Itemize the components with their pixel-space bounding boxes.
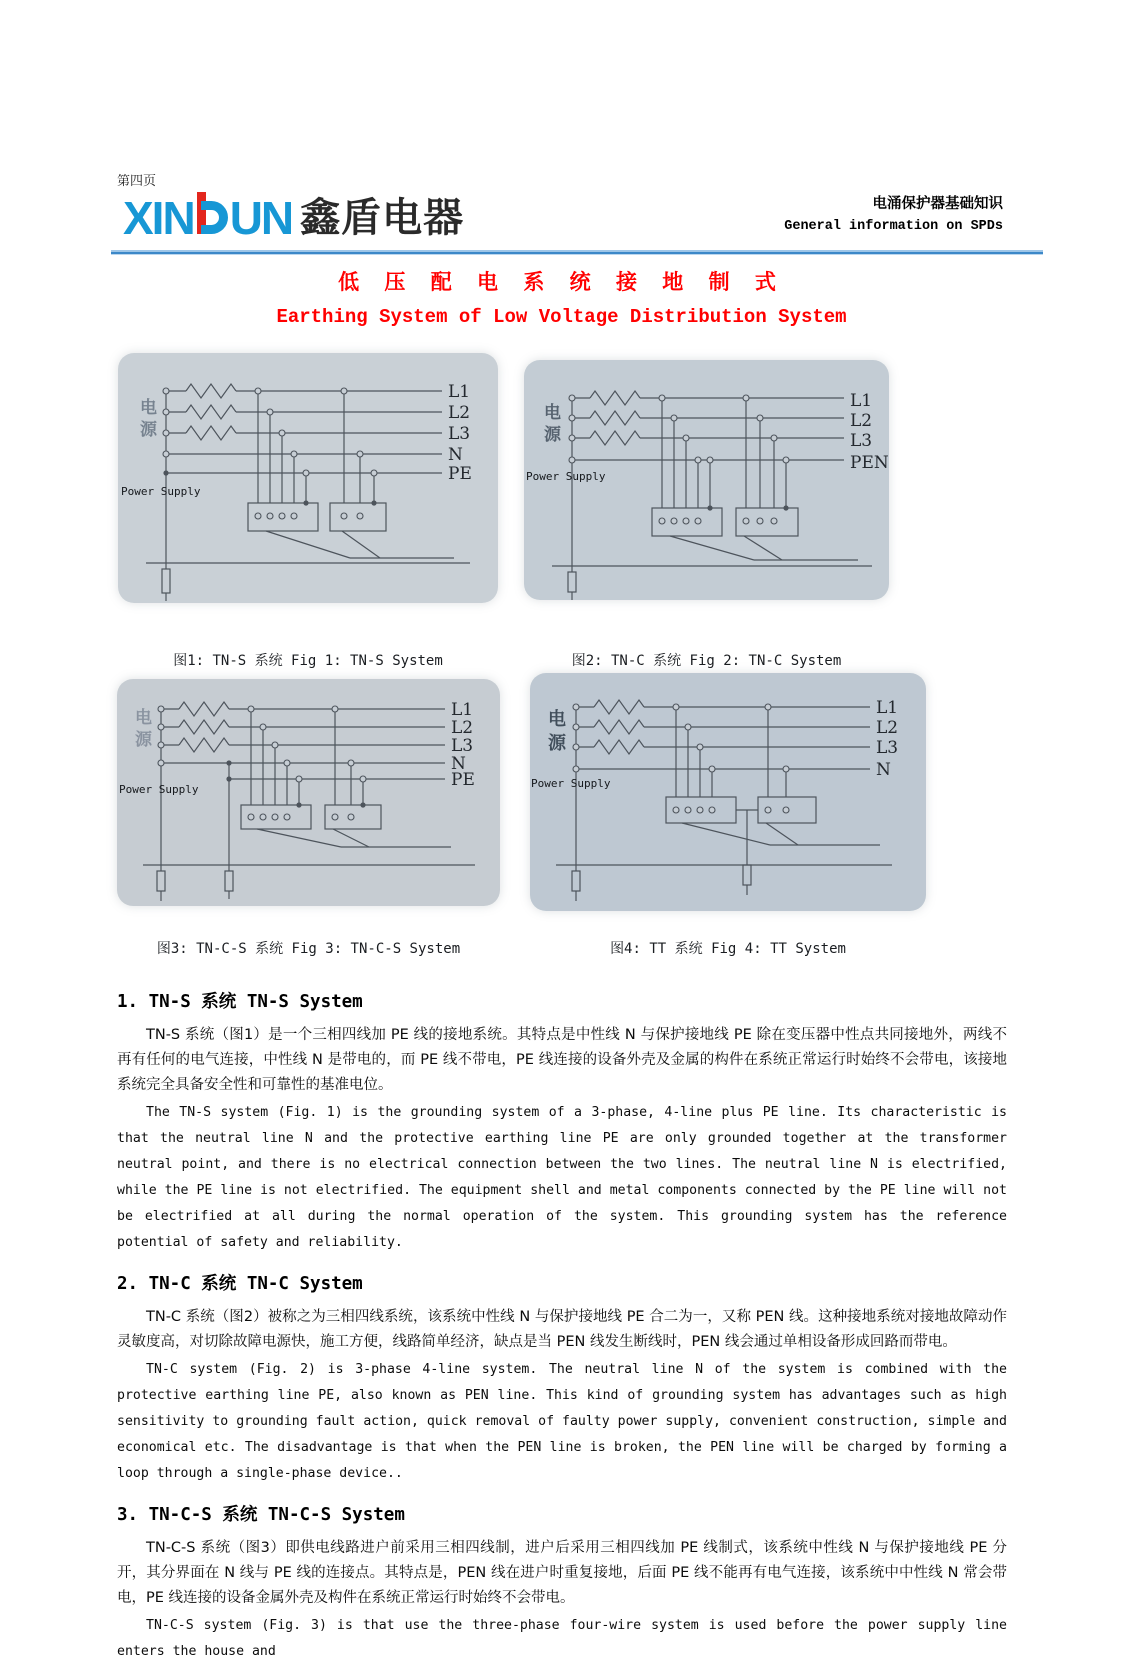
header-subject (784, 192, 1003, 234)
power-supply-label: Power Supply (526, 470, 606, 483)
wire-label: N (448, 445, 463, 465)
figure-caption-2: 图2: TN-C 系统 Fig 2: TN-C System (571, 653, 842, 669)
wire-label: L2 (451, 718, 474, 738)
company-logo (123, 186, 464, 245)
source-label-cn: 源 (135, 730, 152, 750)
wire-label: L2 (876, 718, 899, 738)
tnc-circuit-diagram (524, 360, 889, 600)
section-heading: 1. TN-S 系统 TN-S System (117, 992, 363, 1012)
source-label-cn: 电 (140, 398, 157, 418)
wire-label: L3 (451, 736, 474, 756)
source-label-cn: 电 (544, 403, 561, 423)
section-tnc (117, 1270, 1007, 1487)
section-heading: 2. TN-C 系统 TN-C System (117, 1274, 363, 1294)
logo-cjk-text: 鑫盾电器 (300, 195, 465, 241)
body-text (117, 974, 1007, 1667)
wire-label: L1 (876, 698, 899, 718)
source-label-cn: 源 (140, 420, 157, 440)
wire-label: PEN (850, 453, 889, 473)
page-title-en: Earthing System of Low Voltage Distribution System (276, 306, 847, 328)
wire-label: L3 (850, 431, 873, 451)
header-subject-cn: 电涌保护器基础知识 (872, 196, 1003, 212)
source-label-cn: 源 (544, 425, 561, 445)
section-tncs (117, 1501, 1007, 1665)
source-label-cn: 电 (548, 709, 566, 730)
logo-latin-post: UN (229, 192, 293, 244)
paragraph-en: The TN-S system (Fig. 1) is the grounding system of a 3-phase, 4-line plus PE line. Its characteristic is that the neutral line N and the protective earthing line PE are only grounded together at the transformer neutral point, and there is no electrical connection between the two lines. The neutral line N is electrified, while the PE line is not electrified. The equipment shell and metal components connected by the PE line will not be electrified at all during the normal operation of the system. This grounding system has the reference potential of safety and reliability. (117, 1105, 1007, 1250)
logo-d-glyph (197, 201, 228, 234)
figure-tncs-panel (117, 679, 500, 906)
paragraph-cn: TN-S 系统（图1）是一个三相四线加 PE 线的接地系统。其特点是中性线 N 与保护接地线 PE 除在变压器中性点共同接地外，两线不再有任何的电气连接，中性线 N 是带电的，而 PE 线不带电，PE 线连接的设备外壳及金属的构件在系统正常运行时始终不会带电，该接地系统完全具备安全性和可靠性的基准电位。 (117, 1027, 1007, 1093)
power-supply-label: Power Supply (531, 777, 611, 790)
paragraph-en: TN-C-S system (Fig. 3) is that use the three-phase four-wire system is used before the power supply line enters the house and (117, 1618, 1007, 1659)
wire-label: L2 (850, 411, 873, 431)
wire-label: L3 (448, 424, 471, 444)
wire-label: L3 (876, 738, 899, 758)
page-title-cn: 低 压 配 电 系 统 接 地 制 式 (338, 270, 785, 294)
wire-label: L1 (451, 700, 474, 720)
wire-label: L2 (448, 403, 471, 423)
power-supply-label: Power Supply (121, 485, 201, 498)
wire-label: PE (448, 464, 472, 484)
figure-caption-1: 图1: TN-S 系统 Fig 1: TN-S System (173, 653, 443, 669)
tns-circuit-diagram (118, 353, 498, 603)
page-number-label: 第四页 (117, 174, 157, 189)
paragraph-cn: TN-C-S 系统（图3）即供电线路进户前采用三相四线制，进户后采用三相四线加 PE 线制式，该系统中性线 N 与保护接地线 PE 分开，其分界面在 N 线与 PE 线的连接点。其特点是，PEN 线在进户时重复接地，后面 PE 线不能再有电气连接，该系统中中性线 N 常会带电，PE 线连接的设备金属外壳及构件在系统正常运行时始终不会带电。 (117, 1540, 1007, 1606)
wire-label: N (876, 760, 891, 780)
header-rule (111, 250, 1043, 255)
tt-circuit-diagram (530, 673, 926, 911)
figure-caption-3: 图3: TN-C-S 系统 Fig 3: TN-C-S System (156, 941, 461, 957)
power-supply-label: Power Supply (119, 783, 199, 796)
figure-tt-panel (530, 673, 926, 911)
wire-label: L1 (850, 391, 873, 411)
wire-label: L1 (448, 382, 471, 402)
wire-label: PE (451, 770, 475, 790)
figure-caption-4: 图4: TT 系统 Fig 4: TT System (610, 941, 846, 957)
source-label-cn: 电 (135, 708, 152, 728)
section-tns (117, 988, 1007, 1256)
paragraph-cn: TN-C 系统（图2）被称之为三相四线系统，该系统中性线 N 与保护接地线 PE 合二为一，又称 PEN 线。这种接地系统对接地故障动作灵敏度高，对切除故障电源快，施工方便，线路简单经济，缺点是当 PEN 线发生断线时，PEN 线会通过单相设备形成回路而带电。 (117, 1309, 1007, 1350)
source-label-cn: 源 (548, 733, 566, 754)
section-heading: 3. TN-C-S 系统 TN-C-S System (117, 1505, 405, 1525)
wire-label: N (451, 754, 466, 774)
logo-latin-pre: XIN (123, 192, 194, 244)
tncs-circuit-diagram (117, 679, 500, 906)
figure-tns-panel (118, 353, 498, 603)
figure-tnc-panel (524, 360, 889, 600)
header-subject-en: General information on SPDs (784, 219, 1003, 234)
paragraph-en: TN-C system (Fig. 2) is 3-phase 4-line system. The neutral line N of the system is combined with the protective earthing line PE, also known as PEN line. This kind of grounding system has advantages such as high sensitivity to grounding fault action, quick removal of faulty power supply, convenient construction, simple and economical etc. The disadvantage is that when the PEN line is broken, the PEN line will be charged by forming a loop through a single-phase device.. (117, 1362, 1007, 1481)
